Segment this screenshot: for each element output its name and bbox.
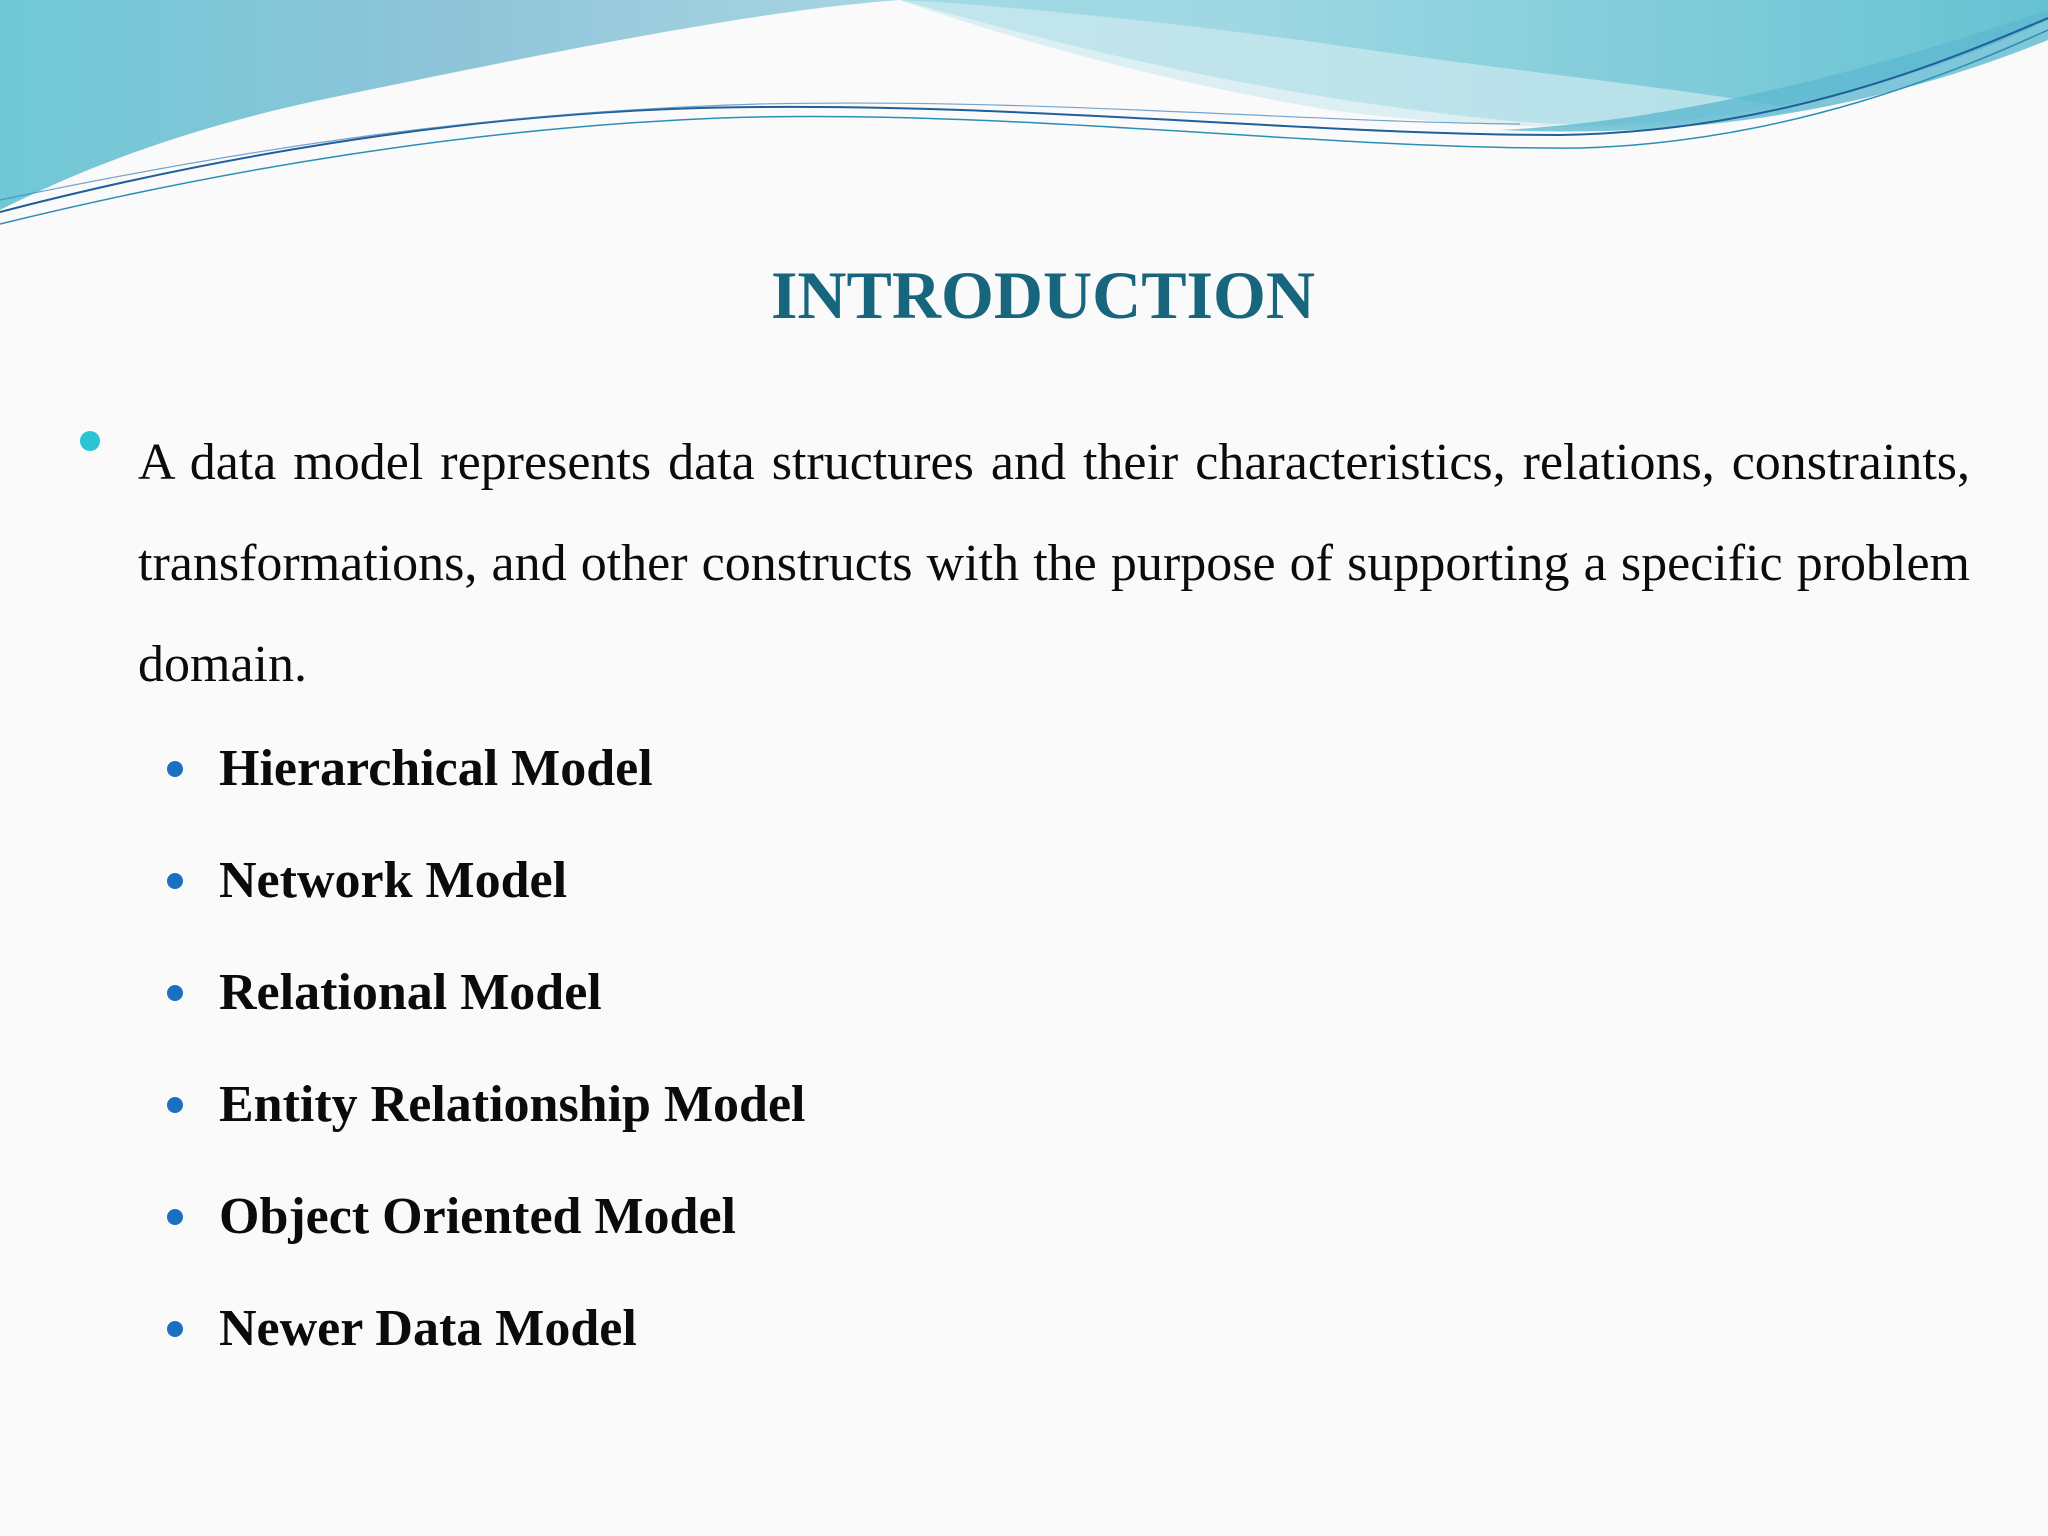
intro-paragraph: A data model represents data structures and their characteristics, relations, constraints, transformations, and other constructs with the purpose of supporting a specific problem domain. bbox=[138, 434, 1970, 693]
list-item-label: Network Model bbox=[219, 852, 568, 909]
bullet-icon bbox=[167, 985, 183, 1001]
bullet-icon bbox=[167, 761, 183, 777]
list-item-label: Object Oriented Model bbox=[219, 1188, 736, 1245]
list-item bbox=[0, 1183, 2048, 1273]
slide-title: INTRODUCTION bbox=[770, 257, 1316, 333]
list-item-label: Newer Data Model bbox=[219, 1300, 637, 1357]
list-item-label: Hierarchical Model bbox=[219, 740, 653, 797]
list-item bbox=[0, 735, 2048, 825]
list-item bbox=[0, 959, 2048, 1049]
list-item-label: Relational Model bbox=[219, 964, 602, 1021]
bullet-icon bbox=[167, 1209, 183, 1225]
list-item bbox=[0, 847, 2048, 937]
main-bullet-icon bbox=[80, 431, 100, 451]
list-item bbox=[0, 1295, 2048, 1385]
list-item-label: Entity Relationship Model bbox=[219, 1076, 806, 1133]
header-wave-decoration bbox=[0, 0, 2048, 240]
bullet-icon bbox=[167, 1321, 183, 1337]
list-item bbox=[0, 1071, 2048, 1161]
bullet-icon bbox=[167, 873, 183, 889]
bullet-icon bbox=[167, 1097, 183, 1113]
